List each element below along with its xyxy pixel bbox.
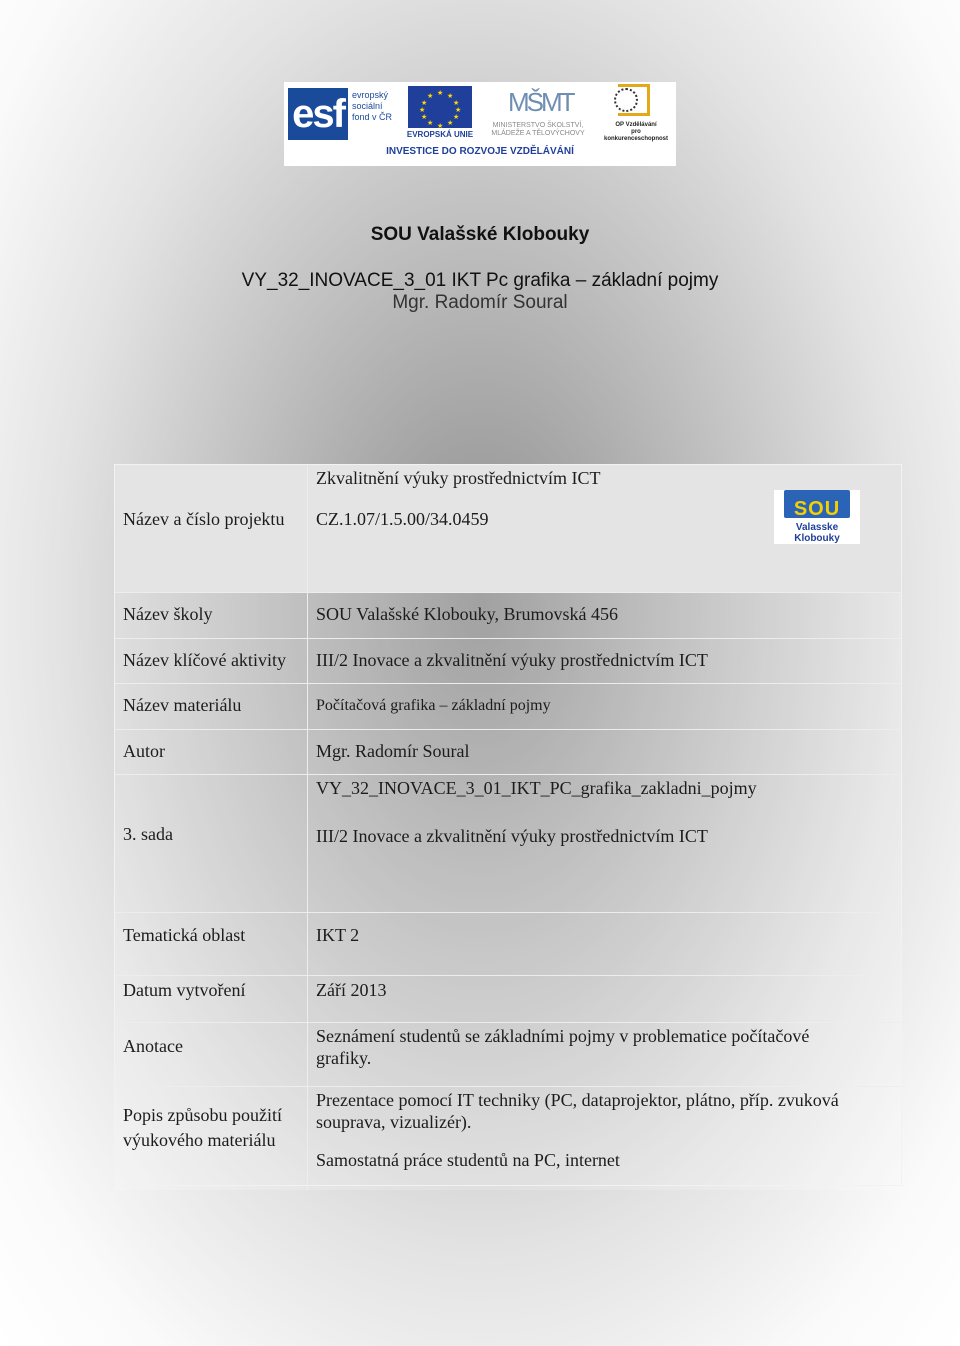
project-value-cell xyxy=(308,464,902,592)
esf-line-2: sociální xyxy=(352,101,383,111)
usage-line-3: Samostatná práce studentů na PC, internet xyxy=(316,1150,620,1170)
school-value: SOU Valašské Klobouky, Brumovská 456 xyxy=(316,604,618,624)
material-value-cell xyxy=(308,684,902,729)
table-row-author xyxy=(114,730,902,775)
table-row-activity xyxy=(114,639,902,684)
op-label xyxy=(600,122,672,143)
school-logo xyxy=(774,490,860,544)
date-value-cell xyxy=(308,976,902,1022)
esf-logo xyxy=(288,86,400,140)
op-dots-icon xyxy=(614,88,638,112)
activity-label-cell xyxy=(114,639,308,683)
annotation-label: Anotace xyxy=(123,1036,183,1056)
author-value: Mgr. Radomír Soural xyxy=(316,741,470,761)
material-value: Počítačová grafika – základní pojmy xyxy=(316,697,551,714)
annotation-value-cell xyxy=(308,1023,902,1086)
msmt-line-1: MINISTERSTVO ŠKOLSTVÍ, xyxy=(492,122,584,129)
msmt-label xyxy=(480,122,596,138)
msmt-logo xyxy=(480,84,596,140)
material-label-cell xyxy=(114,684,308,729)
eu-logo xyxy=(404,86,476,140)
date-label-cell xyxy=(114,976,308,1022)
project-label-cell xyxy=(114,464,308,592)
table-row-school xyxy=(114,593,902,639)
topic-label: Tematická oblast xyxy=(123,925,246,945)
table-row-annotation xyxy=(114,1023,902,1087)
table-row-topic xyxy=(114,913,902,976)
author-label: Autor xyxy=(123,741,165,761)
project-number: CZ.1.07/1.5.00/34.0459 xyxy=(316,509,489,529)
author-label-cell xyxy=(114,730,308,774)
set-label: 3. sada xyxy=(123,824,173,844)
project-label: Název a číslo projektu xyxy=(123,509,285,529)
topic-value: IKT 2 xyxy=(316,925,360,945)
usage-label-line-2: výukového materiálu xyxy=(123,1130,276,1150)
usage-line-2: souprava, vizualizér). xyxy=(316,1112,472,1132)
topic-value-cell xyxy=(308,913,902,975)
table-row-date xyxy=(114,976,902,1023)
table-row-project xyxy=(114,464,902,593)
set-material-code: VY_32_INOVACE_3_01_IKT_PC_grafika_zakladni_pojmy xyxy=(316,778,757,798)
school-label-cell xyxy=(114,593,308,638)
esf-logo-text xyxy=(352,90,402,123)
esf-line-3: fond v ČR xyxy=(352,112,393,122)
msmt-line-2: MLÁDEŽE A TĚLOVÝCHOVY xyxy=(491,130,585,137)
set-value-cell xyxy=(308,775,902,912)
op-logo xyxy=(600,84,672,142)
activity-value-cell xyxy=(308,639,902,683)
activity-value: III/2 Inovace a zkvalitnění výuky prostřednictvím ICT xyxy=(316,650,708,670)
school-label: Název školy xyxy=(123,604,213,624)
msmt-mark: MŠMT xyxy=(508,87,573,117)
topic-label-cell xyxy=(114,913,308,975)
logo-banner xyxy=(284,82,676,166)
table-row-material xyxy=(114,684,902,730)
school-title: SOU Valašské Klobouky xyxy=(370,224,590,245)
set-label-cell xyxy=(114,775,308,912)
esf-line-1: evropský xyxy=(352,90,389,100)
op-line-1: OP Vzdělávání xyxy=(615,122,657,128)
material-code-title: VY_32_INOVACE_3_01 IKT Pc grafika – základní pojmy xyxy=(241,270,719,291)
date-value: Září 2013 xyxy=(316,980,387,1000)
annotation-line-1: Seznámení studentů se základními pojmy v problematice počítačové xyxy=(316,1026,810,1046)
usage-label-cell xyxy=(114,1087,308,1190)
school-logo-big: SOU xyxy=(793,498,841,520)
op-line-2: pro konkurenceschopnost xyxy=(603,129,668,142)
usage-line-1: Prezentace pomocí IT techniky (PC, dataprojektor, plátno, příp. zvuková xyxy=(316,1090,839,1110)
author-title: Mgr. Radomír Soural xyxy=(392,292,568,313)
banner-slogan: INVESTICE DO ROZVOJE VZDĚLÁVÁNÍ xyxy=(386,146,574,157)
activity-label: Název klíčové aktivity xyxy=(123,650,286,670)
annotation-label-cell xyxy=(114,1023,308,1086)
usage-label-line-1: Popis způsobu použití xyxy=(123,1105,283,1125)
project-name: Zkvalitnění výuky prostřednictvím ICT xyxy=(316,468,601,488)
eu-flag-icon: ★ ★ ★ ★ ★ ★ ★ ★ ★ ★ ★ ★ xyxy=(408,86,472,128)
set-activity: III/2 Inovace a zkvalitnění výuky prostřednictvím ICT xyxy=(316,826,708,846)
school-value-cell xyxy=(308,593,902,638)
author-value-cell xyxy=(308,730,902,774)
annotation-line-2: grafiky. xyxy=(316,1048,372,1068)
material-label: Název materiálu xyxy=(123,695,242,715)
esf-logo-mark: esf xyxy=(288,88,348,140)
info-table xyxy=(114,464,902,1190)
date-label: Datum vytvoření xyxy=(123,980,246,1000)
eu-label: EVROPSKÁ UNIE xyxy=(406,130,474,139)
table-row-set xyxy=(114,775,902,913)
usage-value-cell xyxy=(308,1087,902,1190)
table-row-usage xyxy=(114,1087,902,1190)
school-logo-small: Valasske Klobouky xyxy=(794,522,840,544)
